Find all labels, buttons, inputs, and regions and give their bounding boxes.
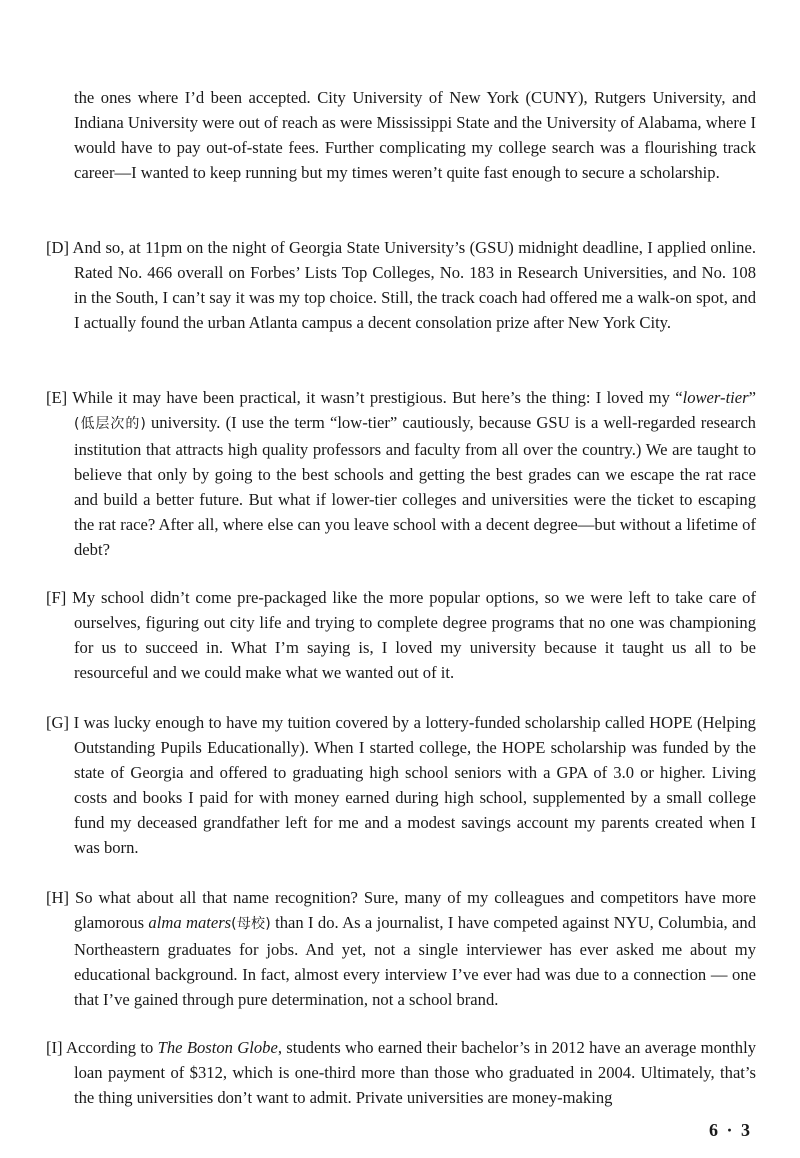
paragraph-e	[46, 385, 756, 562]
paragraph-text-after: university. (I use the term “low-tier” cautiously, because GSU is a well-regarded research institution that attracts high quality professors and faculty from all over the country.) We are taught to believe that only by going to the best schools and getting the best grades can we escape the rat race and build a better future. But what if lower-tier colleges and universities were the ticket to escaping the rat race? After all, where else can you leave school with a decent degree—but without a lifetime of debt?	[74, 413, 756, 559]
italic-term: The Boston Globe	[157, 1038, 278, 1057]
italic-term: alma maters	[148, 913, 232, 932]
paragraph-text: the ones where I’d been accepted. City University of New York (CUNY), Rutgers University, and Indiana University were out of reach as were Mississippi State and the University of Alabama, where I would have to pay out-of-state fees. Further complicating my college search was a flourishing track career—I wanted to keep running but my times weren’t quite fast enough to secure a scholarship.	[74, 88, 756, 182]
paragraph-label: [G]	[46, 713, 70, 732]
paragraph-label: [F]	[46, 588, 67, 607]
chinese-gloss: (低层次的)	[74, 416, 146, 432]
paragraph-text-before: While it may have been practical, it wasn’t prestigious. But here’s the thing: I loved my “	[72, 388, 683, 407]
italic-term: lower-tier	[682, 388, 749, 407]
page-number: 6 · 3	[708, 1120, 752, 1140]
paragraph-i	[46, 1035, 756, 1110]
paragraph-text-before: So what about all that name recognition? Sure, many of my colleagues and competitors have more glamorous	[74, 888, 756, 932]
paragraph-label: [E]	[46, 388, 68, 407]
paragraph-label: [H]	[46, 888, 70, 907]
paragraph-c-continued	[46, 85, 756, 185]
chinese-gloss: (母校)	[231, 916, 271, 932]
paragraph-text: I was lucky enough to have my tuition covered by a lottery-funded scholarship called HOPE (Helping Outstanding Pupils Educationally). When I started college, the HOPE scholarship was funded by the state of Georgia and offered to graduating high school seniors with a GPA of 3.0 or higher. Living costs and books I paid for with money earned during high school, supplemented by a small college fund my deceased grandfather left for me and a modest savings account my parents created when I was born.	[73, 713, 756, 857]
paragraph-f	[46, 585, 756, 685]
paragraph-label: [I]	[46, 1038, 63, 1057]
paragraph-h	[46, 885, 756, 1012]
quote-close: ”	[748, 388, 756, 407]
paragraph-text: And so, at 11pm on the night of Georgia State University’s (GSU) midnight deadline, I applied online. Rated No. 466 overall on Forbes’ Lists Top Colleges, No. 183 in Research Universities, and No. 108 in the South, I can’t say it was my top choice. Still, the track coach had offered me a walk-on spot, and I actually found the urban Atlanta campus a decent consolation prize after New York City.	[72, 238, 756, 332]
paragraph-label: [D]	[46, 238, 70, 257]
paragraph-text-after: than I do. As a journalist, I have competed against NYU, Columbia, and Northeastern graduates for jobs. And yet, not a single interviewer has ever asked me about my educational background. In fact, almost every interview I’ve ever had was due to a connection — one that I’ve gained through pure determination, not a school brand.	[74, 913, 757, 1009]
paragraph-d	[46, 235, 756, 335]
paragraph-text-after: , students who earned their bachelor’s in 2012 have an average monthly loan payment of $312, which is one-third more than those who graduated in 2004. Ultimately, that’s the thing universities don’t want to admit. Private universities are money-making	[74, 1038, 756, 1107]
paragraph-text-before: According to	[66, 1038, 158, 1057]
paragraph-text: My school didn’t come pre-packaged like the more popular options, so we were left to take care of ourselves, figuring out city life and trying to complete degree programs that no one was championing for us to succeed in. What I’m saying is, I loved my university because it taught us all to be resourceful and we could make what we wanted out of it.	[72, 588, 756, 682]
paragraph-g	[46, 710, 756, 860]
